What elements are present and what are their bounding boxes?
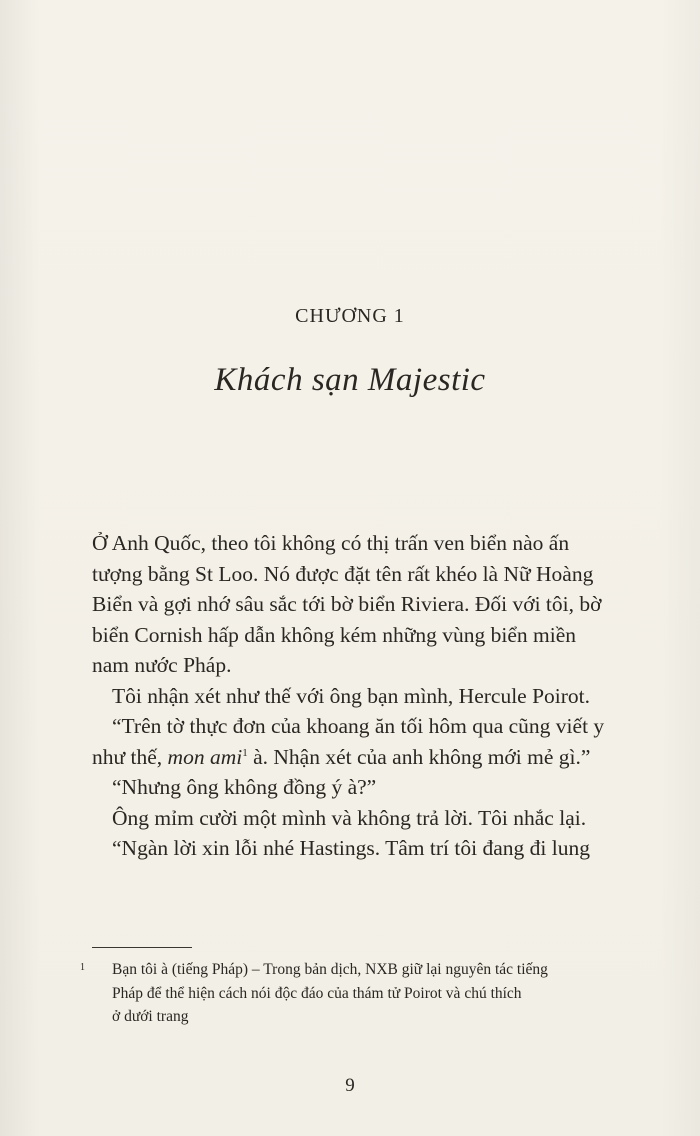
footnote-divider bbox=[92, 947, 192, 948]
body-text bbox=[92, 528, 672, 864]
text-line: Tôi nhận xét như thế với ông bạn mình, Hercule Poirot. bbox=[112, 683, 591, 708]
chapter-title: Khách sạn Majestic bbox=[214, 362, 486, 398]
footnote-mark: 1 bbox=[80, 962, 85, 973]
text-line: biển Cornish hấp dẫn không kém những vùng biển miền bbox=[92, 622, 576, 647]
footnote-line: Bạn tôi à (tiếng Pháp) – Trong bản dịch, NXB giữ lại nguyên tác tiếng bbox=[112, 961, 548, 978]
text-line: Ông mỉm cười một mình và không trả lời. Tôi nhắc lại. bbox=[112, 805, 587, 830]
italic-phrase: mon ami bbox=[167, 744, 243, 769]
footnote-reference: 1 bbox=[242, 746, 248, 759]
text-line: nam nước Pháp. bbox=[92, 653, 232, 677]
text-line: “Ngàn lời xin lỗi nhé Hastings. Tâm trí tôi đang đi lung bbox=[112, 836, 590, 860]
footnote-line: Pháp để thể hiện cách nói độc đáo của thám tử Poirot và chú thích bbox=[112, 984, 522, 1002]
text-segment: như thế, bbox=[92, 744, 168, 769]
text-line: Ở Anh Quốc, theo tôi không có thị trấn ven biển nào ấn bbox=[92, 531, 570, 555]
text-line: “Trên tờ thực đơn của khoang ăn tối hôm qua cũng viết y bbox=[112, 714, 605, 738]
text-line bbox=[92, 742, 672, 773]
footnote bbox=[80, 958, 682, 1029]
text-line: tượng bằng St Loo. Nó được đặt tên rất khéo là Nữ Hoàng bbox=[92, 561, 594, 586]
page-number: 9 bbox=[345, 1075, 355, 1096]
text-line: Biển và gợi nhớ sâu sắc tới bờ biển Riviera. Đối với tôi, bờ bbox=[92, 592, 602, 616]
text-line: “Nhưng ông không đồng ý à?” bbox=[112, 775, 377, 799]
text-segment: à. Nhận xét của anh không mới mẻ gì.” bbox=[247, 744, 591, 769]
footnote-line: ở dưới trang bbox=[112, 1008, 189, 1025]
chapter-label: CHƯƠNG 1 bbox=[295, 305, 405, 327]
